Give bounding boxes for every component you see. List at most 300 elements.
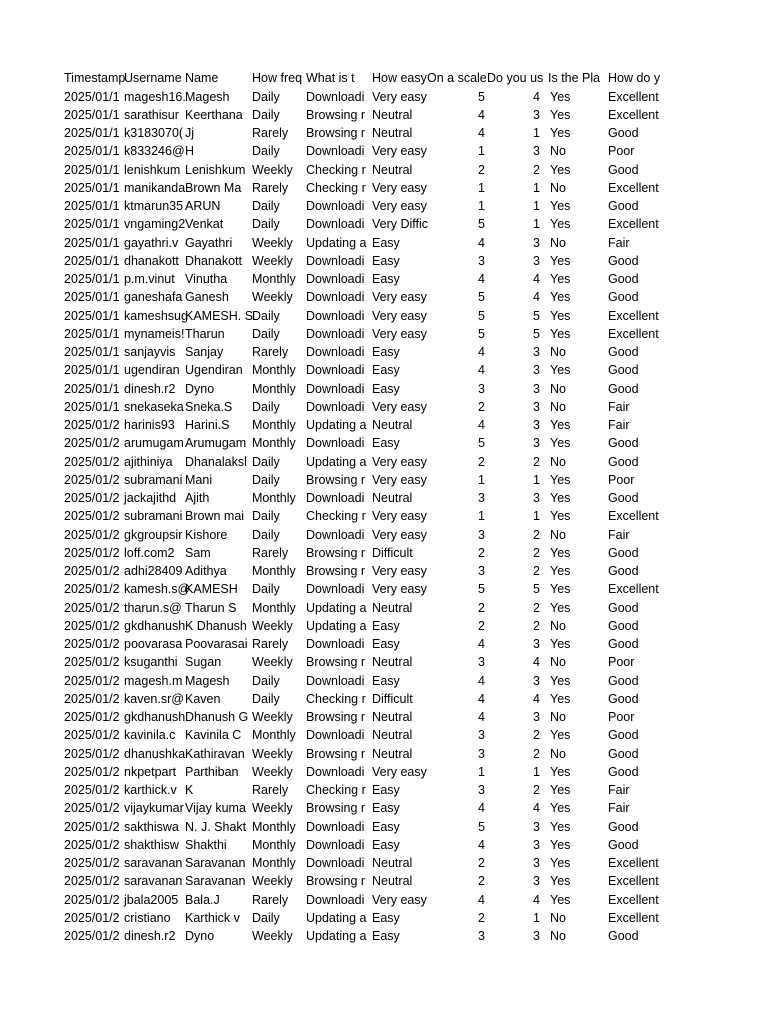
cell-scale[interactable]: 4 — [478, 710, 485, 724]
cell-scale[interactable]: 3 — [478, 253, 485, 268]
cell-name[interactable]: Sanjay — [185, 345, 224, 359]
cell-platform[interactable]: No — [550, 527, 566, 542]
cell-frequency[interactable]: Daily — [252, 472, 280, 487]
cell-frequency[interactable]: Rarely — [252, 126, 289, 140]
cell-username[interactable]: vijaykumar — [124, 801, 184, 816]
cell-name[interactable]: Parthiban — [185, 764, 239, 779]
cell-scale[interactable]: 5 — [478, 217, 485, 232]
cell-ease[interactable]: Easy — [372, 783, 400, 797]
cell-rating[interactable]: Fair — [608, 783, 630, 797]
cell-ease[interactable]: Very easy — [372, 527, 427, 542]
cell-ease[interactable]: Very easy — [372, 454, 427, 469]
cell-platform[interactable]: No — [550, 655, 566, 670]
cell-name[interactable]: Jj — [185, 126, 195, 140]
cell-username[interactable]: ugendiran — [124, 363, 180, 378]
cell-name[interactable]: Keerthana — [185, 107, 243, 122]
cell-scale[interactable]: 1 — [478, 144, 485, 159]
cell-timestamp[interactable]: 2025/01/2 — [64, 527, 120, 542]
cell-timestamp[interactable]: 2025/01/2 — [64, 856, 120, 870]
cell-purpose[interactable]: Browsing r — [306, 874, 366, 889]
cell-platform[interactable]: Yes — [550, 89, 571, 104]
cell-rating[interactable]: Excellent — [608, 217, 659, 232]
cell-timestamp[interactable]: 2025/01/1 — [64, 399, 120, 414]
cell-frequency[interactable]: Daily — [252, 89, 280, 104]
cell-timestamp[interactable]: 2025/01/1 — [64, 235, 120, 250]
cell-platform[interactable]: Yes — [550, 162, 571, 177]
cell-name[interactable]: Vinutha — [185, 272, 228, 286]
cell-rating[interactable]: Good — [608, 272, 639, 286]
cell-scale[interactable]: 3 — [478, 929, 485, 943]
cell-username[interactable]: cristiano — [124, 910, 171, 925]
cell-ease[interactable]: Easy — [372, 253, 400, 268]
cell-scale[interactable]: 2 — [478, 545, 485, 560]
cell-timestamp[interactable]: 2025/01/1 — [64, 253, 120, 268]
cell-rating[interactable]: Poor — [608, 710, 635, 724]
cell-platform[interactable]: Yes — [550, 363, 571, 378]
cell-ease[interactable]: Very easy — [372, 180, 427, 195]
cell-timestamp[interactable]: 2025/01/1 — [64, 107, 120, 122]
cell-name[interactable]: Mani — [185, 472, 213, 487]
cell-name[interactable]: Sugan — [185, 655, 222, 670]
cell-timestamp[interactable]: 2025/01/1 — [64, 363, 120, 378]
cell-usage[interactable]: 3 — [533, 144, 540, 159]
cell-ease[interactable]: Easy — [372, 910, 400, 925]
cell-timestamp[interactable]: 2025/01/1 — [64, 345, 120, 359]
cell-ease[interactable]: Easy — [372, 801, 400, 816]
cell-purpose[interactable]: Downloadi — [306, 399, 365, 414]
cell-ease[interactable]: Neutral — [372, 710, 413, 724]
cell-timestamp[interactable]: 2025/01/2 — [64, 819, 120, 834]
cell-rating[interactable]: Excellent — [608, 892, 659, 907]
cell-platform[interactable]: Yes — [550, 691, 571, 706]
cell-purpose[interactable]: Browsing r — [306, 564, 366, 578]
cell-username[interactable]: shakthisw — [124, 837, 179, 852]
cell-usage[interactable]: 3 — [533, 345, 540, 359]
cell-purpose[interactable]: Downloadi — [306, 582, 365, 597]
cell-scale[interactable]: 1 — [478, 199, 485, 213]
cell-username[interactable]: sakthiswa — [124, 819, 179, 834]
cell-name[interactable]: N. J. Shakt — [185, 819, 247, 834]
cell-scale[interactable]: 4 — [478, 345, 485, 359]
cell-rating[interactable]: Good — [608, 600, 639, 615]
cell-scale[interactable]: 4 — [478, 418, 485, 432]
cell-purpose[interactable]: Checking r — [306, 180, 366, 195]
cell-rating[interactable]: Good — [608, 728, 639, 743]
cell-name[interactable]: Lenishkum — [185, 162, 246, 177]
cell-platform[interactable]: Yes — [550, 545, 571, 560]
cell-username[interactable]: gkdhanush — [124, 710, 186, 724]
cell-username[interactable]: karthick.v — [124, 783, 177, 797]
cell-name[interactable]: Saravanan — [185, 874, 246, 889]
cell-frequency[interactable]: Weekly — [252, 162, 293, 177]
cell-scale[interactable]: 2 — [478, 874, 485, 889]
cell-usage[interactable]: 3 — [533, 235, 540, 250]
cell-timestamp[interactable]: 2025/01/2 — [64, 655, 120, 670]
cell-timestamp[interactable]: 2025/01/2 — [64, 509, 120, 524]
cell-purpose[interactable]: Checking r — [306, 162, 366, 177]
cell-ease[interactable]: Easy — [372, 235, 400, 250]
cell-purpose[interactable]: Browsing r — [306, 801, 366, 816]
cell-scale[interactable]: 5 — [478, 326, 485, 341]
cell-purpose[interactable]: Updating a — [306, 235, 367, 250]
cell-platform[interactable]: Yes — [550, 436, 571, 451]
cell-username[interactable]: gkdhanush — [124, 618, 186, 633]
header-cell-timestamp[interactable]: Timestamp — [64, 70, 126, 85]
cell-frequency[interactable]: Weekly — [252, 290, 293, 305]
cell-ease[interactable]: Neutral — [372, 856, 413, 870]
cell-rating[interactable]: Excellent — [608, 856, 659, 870]
cell-scale[interactable]: 5 — [478, 819, 485, 834]
cell-purpose[interactable]: Downloadi — [306, 764, 365, 779]
cell-ease[interactable]: Very easy — [372, 582, 427, 597]
cell-frequency[interactable]: Monthly — [252, 728, 296, 743]
cell-purpose[interactable]: Downloadi — [306, 436, 365, 451]
cell-rating[interactable]: Good — [608, 290, 639, 305]
cell-usage[interactable]: 4 — [533, 801, 540, 816]
cell-rating[interactable]: Good — [608, 381, 639, 396]
cell-ease[interactable]: Very easy — [372, 89, 427, 104]
cell-username[interactable]: ganeshafa — [124, 290, 183, 305]
cell-usage[interactable]: 3 — [533, 363, 540, 378]
cell-scale[interactable]: 5 — [478, 308, 485, 323]
cell-purpose[interactable]: Downloadi — [306, 326, 365, 341]
cell-username[interactable]: saravanan — [124, 856, 183, 870]
cell-scale[interactable]: 1 — [478, 472, 485, 487]
cell-ease[interactable]: Very easy — [372, 764, 427, 779]
cell-usage[interactable]: 3 — [533, 673, 540, 688]
cell-name[interactable]: Saravanan — [185, 856, 246, 870]
cell-platform[interactable]: Yes — [550, 637, 571, 651]
cell-purpose[interactable]: Downloadi — [306, 363, 365, 378]
cell-scale[interactable]: 3 — [478, 655, 485, 670]
cell-purpose[interactable]: Updating a — [306, 600, 367, 615]
cell-usage[interactable]: 3 — [533, 637, 540, 651]
cell-platform[interactable]: Yes — [550, 564, 571, 578]
cell-frequency[interactable]: Rarely — [252, 180, 289, 195]
cell-platform[interactable]: No — [550, 910, 566, 925]
cell-scale[interactable]: 4 — [478, 637, 485, 651]
cell-platform[interactable]: Yes — [550, 509, 571, 524]
cell-rating[interactable]: Good — [608, 253, 639, 268]
cell-platform[interactable]: No — [550, 746, 566, 761]
cell-platform[interactable]: Yes — [550, 856, 571, 870]
cell-platform[interactable]: No — [550, 345, 566, 359]
header-cell-ease[interactable]: How easy — [372, 70, 427, 85]
cell-rating[interactable]: Excellent — [608, 326, 659, 341]
cell-platform[interactable]: Yes — [550, 290, 571, 305]
cell-frequency[interactable]: Rarely — [252, 783, 289, 797]
cell-ease[interactable]: Neutral — [372, 491, 413, 505]
cell-username[interactable]: arumugam — [124, 436, 184, 451]
cell-timestamp[interactable]: 2025/01/2 — [64, 691, 120, 706]
cell-timestamp[interactable]: 2025/01/2 — [64, 618, 120, 633]
cell-usage[interactable]: 2 — [533, 527, 540, 542]
cell-rating[interactable]: Excellent — [608, 582, 659, 597]
cell-frequency[interactable]: Weekly — [252, 655, 293, 670]
cell-ease[interactable]: Difficult — [372, 545, 413, 560]
cell-usage[interactable]: 2 — [533, 454, 540, 469]
cell-name[interactable]: Harini.S — [185, 418, 230, 432]
cell-platform[interactable]: Yes — [550, 491, 571, 505]
cell-frequency[interactable]: Weekly — [252, 801, 293, 816]
cell-username[interactable]: sanjayvis — [124, 345, 176, 359]
cell-platform[interactable]: No — [550, 710, 566, 724]
cell-rating[interactable]: Excellent — [608, 89, 659, 104]
cell-platform[interactable]: Yes — [550, 126, 571, 140]
cell-username[interactable]: ktmarun35 — [124, 199, 184, 213]
cell-timestamp[interactable]: 2025/01/1 — [64, 180, 120, 195]
cell-frequency[interactable]: Weekly — [252, 618, 293, 633]
header-cell-platform[interactable]: Is the Pla — [548, 70, 601, 85]
cell-platform[interactable]: Yes — [550, 472, 571, 487]
cell-frequency[interactable]: Daily — [252, 509, 280, 524]
cell-usage[interactable]: 3 — [533, 856, 540, 870]
cell-frequency[interactable]: Daily — [252, 326, 280, 341]
cell-scale[interactable]: 4 — [478, 691, 485, 706]
cell-username[interactable]: dinesh.r2 — [124, 929, 176, 943]
cell-purpose[interactable]: Updating a — [306, 618, 367, 633]
cell-ease[interactable]: Very easy — [372, 472, 427, 487]
cell-rating[interactable]: Fair — [608, 418, 630, 432]
cell-username[interactable]: saravanan — [124, 874, 183, 889]
cell-frequency[interactable]: Monthly — [252, 436, 296, 451]
cell-platform[interactable]: Yes — [550, 783, 571, 797]
cell-username[interactable]: magesh16. — [124, 89, 186, 104]
cell-platform[interactable]: No — [550, 618, 566, 633]
cell-ease[interactable]: Neutral — [372, 126, 413, 140]
cell-timestamp[interactable]: 2025/01/1 — [64, 308, 120, 323]
cell-usage[interactable]: 3 — [533, 710, 540, 724]
cell-frequency[interactable]: Daily — [252, 691, 280, 706]
cell-ease[interactable]: Neutral — [372, 162, 413, 177]
cell-name[interactable]: Tharun S — [185, 600, 237, 615]
cell-frequency[interactable]: Monthly — [252, 491, 296, 505]
cell-platform[interactable]: Yes — [550, 892, 571, 907]
cell-purpose[interactable]: Downloadi — [306, 892, 365, 907]
cell-scale[interactable]: 1 — [478, 764, 485, 779]
cell-frequency[interactable]: Weekly — [252, 235, 293, 250]
cell-ease[interactable]: Neutral — [372, 107, 413, 122]
cell-platform[interactable]: Yes — [550, 253, 571, 268]
cell-frequency[interactable]: Monthly — [252, 381, 296, 396]
cell-ease[interactable]: Neutral — [372, 746, 413, 761]
cell-platform[interactable]: Yes — [550, 107, 571, 122]
cell-timestamp[interactable]: 2025/01/1 — [64, 272, 120, 286]
cell-scale[interactable]: 2 — [478, 856, 485, 870]
cell-platform[interactable]: Yes — [550, 418, 571, 432]
cell-username[interactable]: poovarasa — [124, 637, 183, 651]
cell-frequency[interactable]: Weekly — [252, 929, 293, 943]
cell-timestamp[interactable]: 2025/01/1 — [64, 126, 120, 140]
cell-usage[interactable]: 3 — [533, 399, 540, 414]
cell-scale[interactable]: 4 — [478, 801, 485, 816]
cell-frequency[interactable]: Monthly — [252, 600, 296, 615]
cell-name[interactable]: Karthick v — [185, 910, 240, 925]
cell-timestamp[interactable]: 2025/01/2 — [64, 910, 120, 925]
cell-timestamp[interactable]: 2025/01/1 — [64, 199, 120, 213]
cell-platform[interactable]: Yes — [550, 272, 571, 286]
cell-timestamp[interactable]: 2025/01/1 — [64, 290, 120, 305]
cell-scale[interactable]: 3 — [478, 728, 485, 743]
cell-purpose[interactable]: Downloadi — [306, 527, 365, 542]
cell-purpose[interactable]: Downloadi — [306, 491, 365, 505]
cell-timestamp[interactable]: 2025/01/2 — [64, 454, 120, 469]
cell-rating[interactable]: Good — [608, 564, 639, 578]
cell-timestamp[interactable]: 2025/01/2 — [64, 874, 120, 889]
cell-rating[interactable]: Good — [608, 199, 639, 213]
cell-frequency[interactable]: Monthly — [252, 418, 296, 432]
cell-scale[interactable]: 1 — [478, 180, 485, 195]
cell-username[interactable]: kaven.sr@ — [124, 691, 184, 706]
cell-rating[interactable]: Excellent — [608, 874, 659, 889]
cell-timestamp[interactable]: 2025/01/2 — [64, 637, 120, 651]
cell-ease[interactable]: Easy — [372, 381, 400, 396]
cell-platform[interactable]: No — [550, 454, 566, 469]
cell-rating[interactable]: Good — [608, 618, 639, 633]
cell-frequency[interactable]: Monthly — [252, 363, 296, 378]
cell-ease[interactable]: Easy — [372, 637, 400, 651]
cell-timestamp[interactable]: 2025/01/2 — [64, 710, 120, 724]
cell-username[interactable]: kameshsug — [124, 308, 188, 323]
cell-platform[interactable]: Yes — [550, 801, 571, 816]
cell-name[interactable]: Tharun — [185, 326, 225, 341]
cell-frequency[interactable]: Weekly — [252, 746, 293, 761]
cell-purpose[interactable]: Updating a — [306, 418, 367, 432]
cell-purpose[interactable]: Browsing r — [306, 126, 366, 140]
cell-rating[interactable]: Good — [608, 545, 639, 560]
cell-timestamp[interactable]: 2025/01/2 — [64, 673, 120, 688]
cell-scale[interactable]: 3 — [478, 381, 485, 396]
cell-scale[interactable]: 4 — [478, 107, 485, 122]
cell-scale[interactable]: 4 — [478, 673, 485, 688]
cell-name[interactable]: Ganesh — [185, 290, 229, 305]
cell-username[interactable]: kamesh.s@ — [124, 582, 191, 597]
cell-name[interactable]: Vijay kuma — [185, 801, 246, 816]
cell-rating[interactable]: Good — [608, 819, 639, 834]
header-cell-purpose[interactable]: What is t — [306, 70, 355, 85]
cell-timestamp[interactable]: 2025/01/1 — [64, 381, 120, 396]
cell-usage[interactable]: 1 — [533, 199, 540, 213]
cell-scale[interactable]: 3 — [478, 527, 485, 542]
cell-scale[interactable]: 2 — [478, 600, 485, 615]
cell-usage[interactable]: 3 — [533, 107, 540, 122]
cell-frequency[interactable]: Daily — [252, 910, 280, 925]
cell-timestamp[interactable]: 2025/01/2 — [64, 837, 120, 852]
cell-scale[interactable]: 4 — [478, 363, 485, 378]
cell-frequency[interactable]: Monthly — [252, 837, 296, 852]
cell-ease[interactable]: Easy — [372, 673, 400, 688]
cell-purpose[interactable]: Downloadi — [306, 856, 365, 870]
cell-username[interactable]: jbala2005 — [124, 892, 179, 907]
cell-name[interactable]: Magesh — [185, 673, 230, 688]
cell-platform[interactable]: Yes — [550, 819, 571, 834]
cell-usage[interactable]: 1 — [533, 126, 540, 140]
cell-platform[interactable]: Yes — [550, 728, 571, 743]
cell-usage[interactable]: 2 — [533, 746, 540, 761]
cell-frequency[interactable]: Monthly — [252, 564, 296, 578]
cell-username[interactable]: subramani — [124, 509, 183, 524]
cell-platform[interactable]: Yes — [550, 308, 571, 323]
cell-username[interactable]: gayathri.v — [124, 235, 179, 250]
cell-ease[interactable]: Neutral — [372, 728, 413, 743]
cell-timestamp[interactable]: 2025/01/1 — [64, 162, 120, 177]
cell-ease[interactable]: Very easy — [372, 308, 427, 323]
cell-name[interactable]: Ugendiran — [185, 363, 243, 378]
cell-frequency[interactable]: Daily — [252, 199, 280, 213]
cell-username[interactable]: vngaming2 — [124, 217, 186, 232]
cell-rating[interactable]: Good — [608, 929, 639, 943]
cell-platform[interactable]: No — [550, 235, 566, 250]
cell-scale[interactable]: 5 — [478, 582, 485, 597]
cell-username[interactable]: dinesh.r2 — [124, 381, 176, 396]
cell-rating[interactable]: Good — [608, 345, 639, 359]
cell-platform[interactable]: Yes — [550, 837, 571, 852]
cell-rating[interactable]: Excellent — [608, 180, 659, 195]
cell-frequency[interactable]: Monthly — [252, 819, 296, 834]
cell-purpose[interactable]: Downloadi — [306, 728, 365, 743]
cell-name[interactable]: Brown Ma — [185, 180, 242, 195]
cell-username[interactable]: k3183070( — [124, 126, 184, 140]
cell-purpose[interactable]: Downloadi — [306, 345, 365, 359]
cell-usage[interactable]: 4 — [533, 290, 540, 305]
cell-usage[interactable]: 5 — [533, 326, 540, 341]
cell-name[interactable]: K Dhanush — [185, 618, 247, 633]
cell-ease[interactable]: Easy — [372, 345, 400, 359]
cell-ease[interactable]: Very easy — [372, 290, 427, 305]
cell-ease[interactable]: Neutral — [372, 655, 413, 670]
cell-usage[interactable]: 2 — [533, 783, 540, 797]
cell-frequency[interactable]: Rarely — [252, 892, 289, 907]
cell-name[interactable]: Dhanakott — [185, 253, 242, 268]
header-cell-rating[interactable]: How do y — [608, 70, 661, 85]
cell-platform[interactable]: Yes — [550, 874, 571, 889]
cell-purpose[interactable]: Downloadi — [306, 819, 365, 834]
cell-name[interactable]: K — [185, 783, 194, 797]
cell-name[interactable]: Kaven — [185, 691, 221, 706]
cell-usage[interactable]: 5 — [533, 308, 540, 323]
cell-username[interactable]: mynameis! — [124, 326, 185, 341]
cell-name[interactable]: Gayathri — [185, 235, 233, 250]
cell-frequency[interactable]: Daily — [252, 527, 280, 542]
cell-name[interactable]: ARUN — [185, 199, 221, 213]
cell-name[interactable]: Brown mai — [185, 509, 245, 524]
cell-purpose[interactable]: Downloadi — [306, 144, 365, 159]
cell-name[interactable]: Dyno — [185, 381, 215, 396]
cell-scale[interactable]: 2 — [478, 910, 485, 925]
cell-name[interactable]: Arumugam — [185, 436, 247, 451]
cell-rating[interactable]: Fair — [608, 527, 630, 542]
cell-platform[interactable]: Yes — [550, 199, 571, 213]
cell-usage[interactable]: 3 — [533, 874, 540, 889]
cell-ease[interactable]: Easy — [372, 272, 400, 286]
cell-purpose[interactable]: Downloadi — [306, 308, 365, 323]
cell-ease[interactable]: Very easy — [372, 399, 427, 414]
cell-frequency[interactable]: Weekly — [252, 253, 293, 268]
cell-purpose[interactable]: Downloadi — [306, 217, 365, 232]
cell-timestamp[interactable]: 2025/01/2 — [64, 418, 120, 432]
cell-rating[interactable]: Poor — [608, 144, 635, 159]
cell-timestamp[interactable]: 2025/01/1 — [64, 144, 120, 159]
cell-scale[interactable]: 4 — [478, 837, 485, 852]
cell-username[interactable]: snekaseka — [124, 399, 184, 414]
cell-rating[interactable]: Good — [608, 363, 639, 378]
cell-purpose[interactable]: Browsing r — [306, 710, 366, 724]
cell-purpose[interactable]: Browsing r — [306, 655, 366, 670]
cell-usage[interactable]: 3 — [533, 491, 540, 505]
cell-usage[interactable]: 1 — [533, 764, 540, 779]
cell-purpose[interactable]: Downloadi — [306, 199, 365, 213]
cell-scale[interactable]: 2 — [478, 399, 485, 414]
